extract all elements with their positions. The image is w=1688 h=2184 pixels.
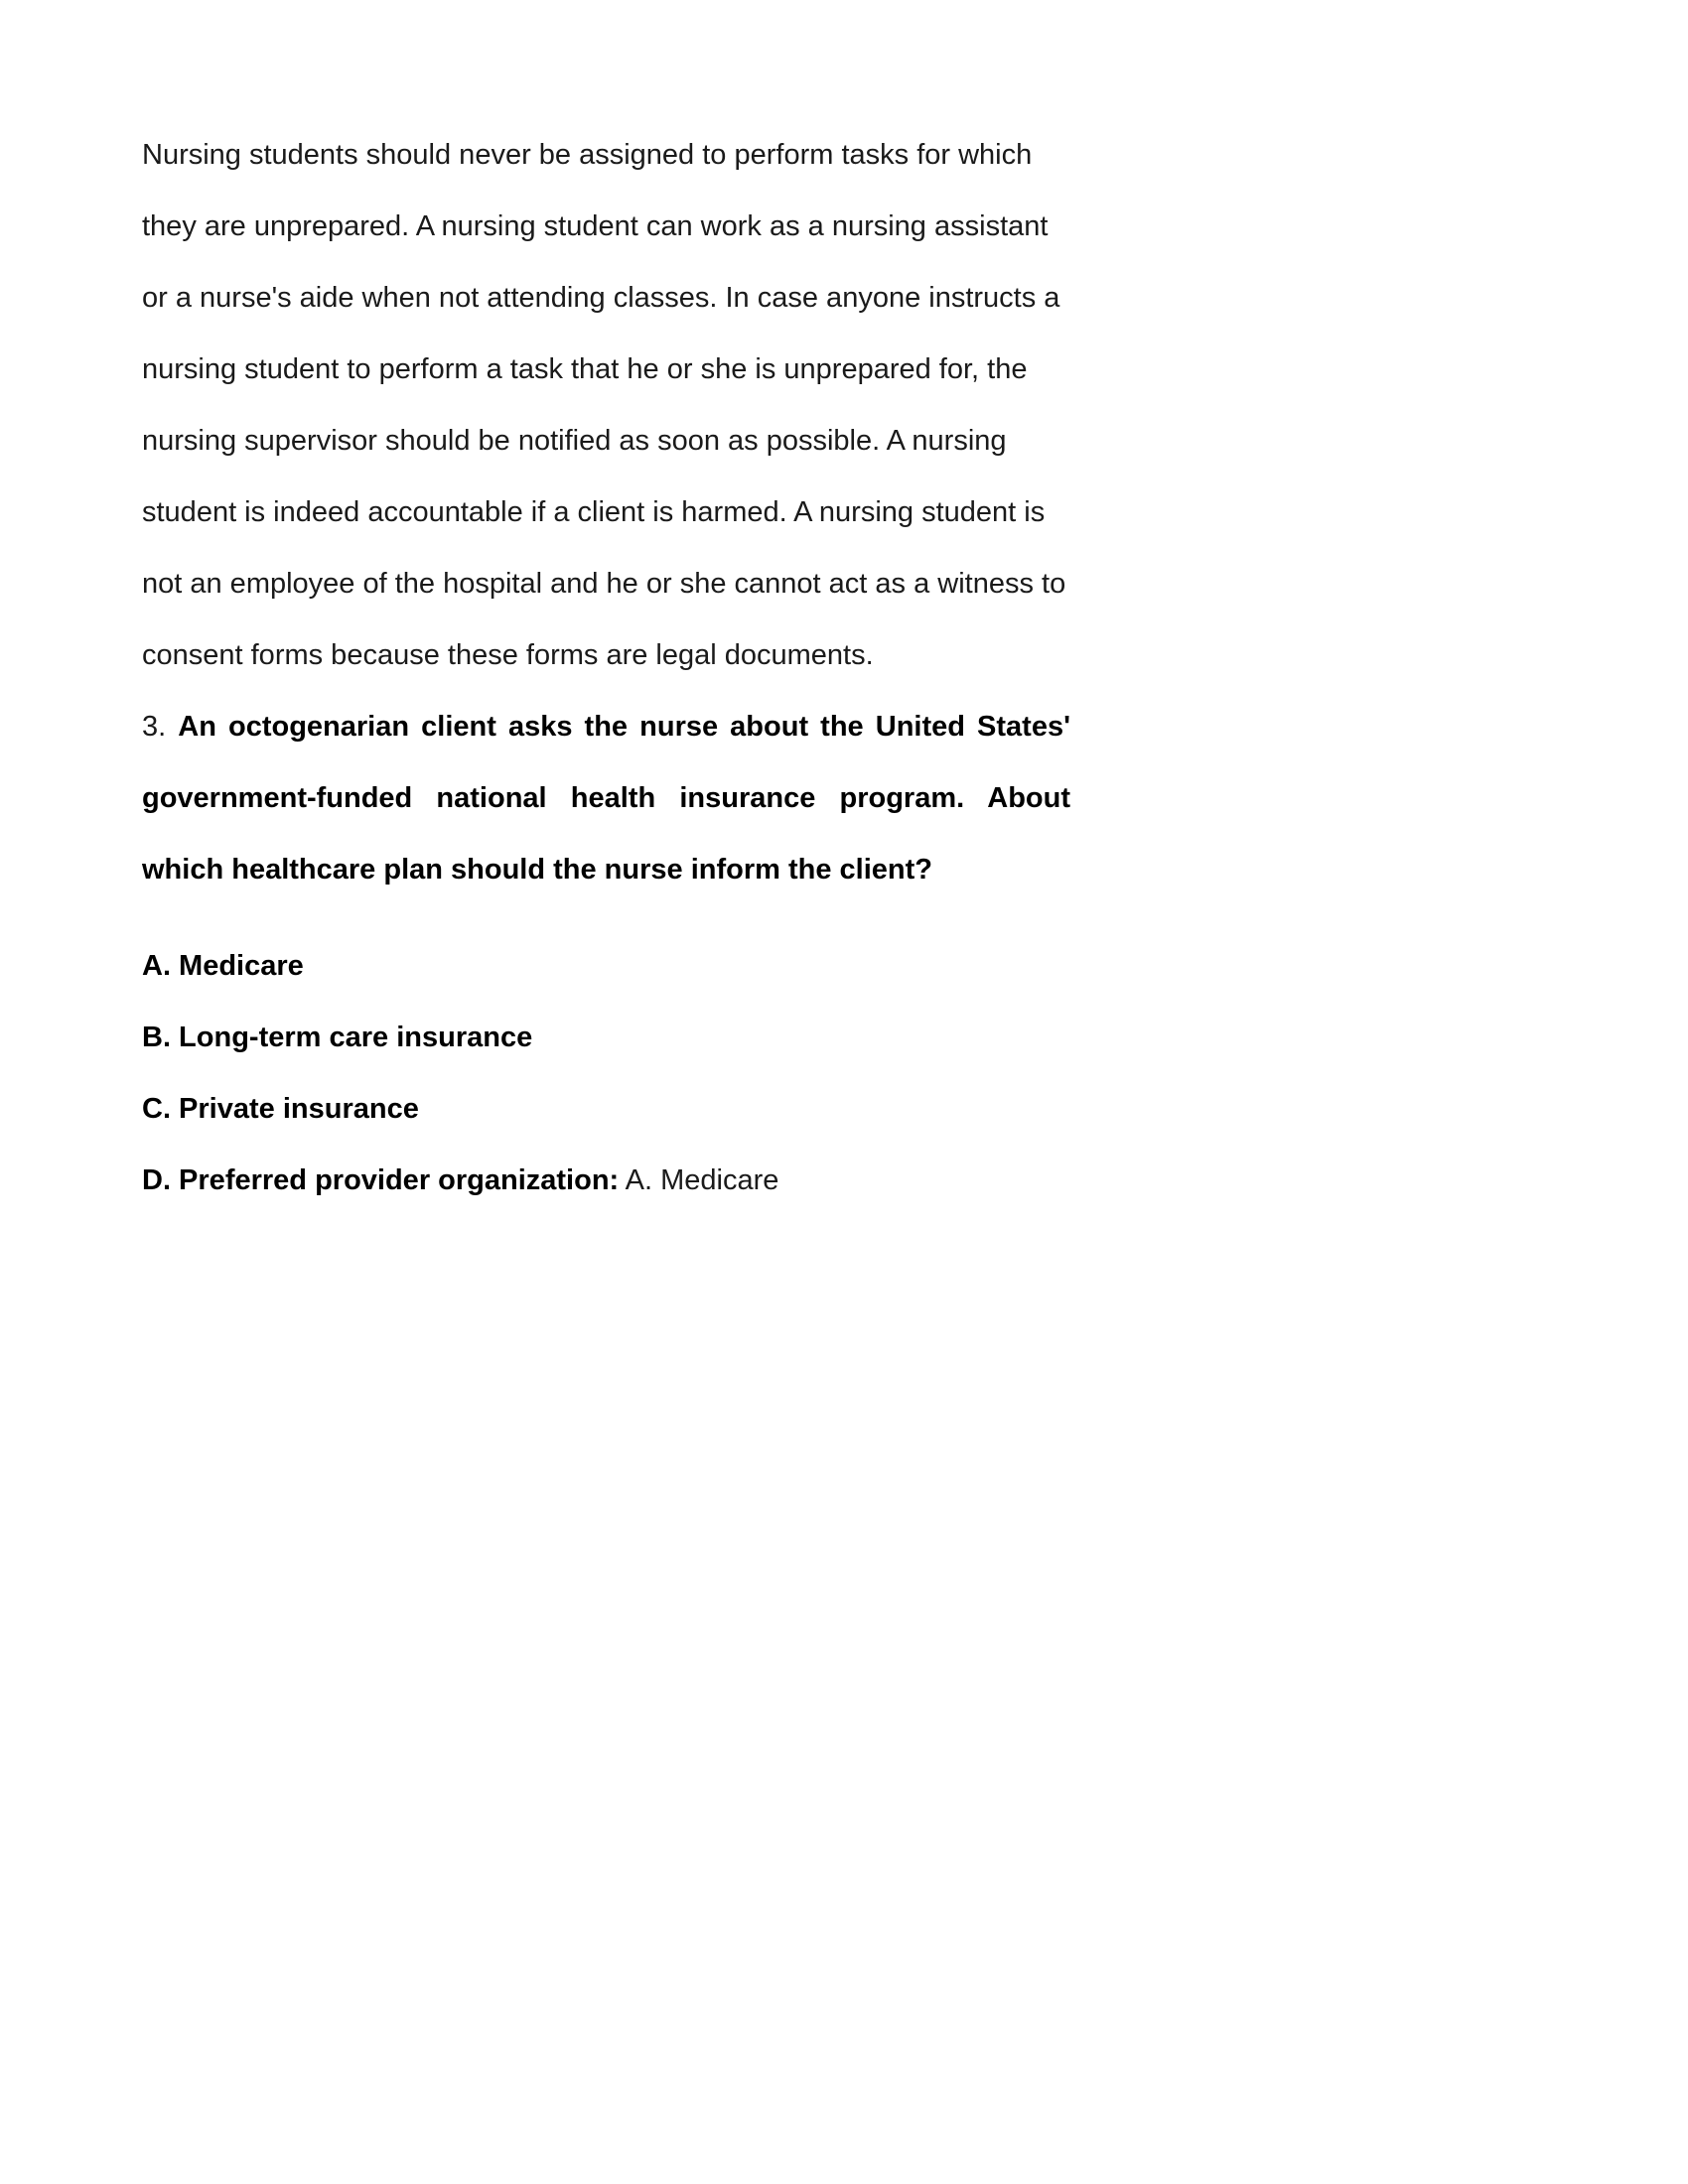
answer-options	[142, 930, 1070, 1216]
rationale-paragraph: Nursing students should never be assigned to perform tasks for which they are unprepared. A nursing student can work as a nursing assistant or a nurse's aide when not attending classes. In case anyone instructs a nursing student to perform a task that he or she is unprepared for, the nursing supervisor should be notified as soon as possible. A nursing student is indeed accountable if a client is harmed. A nursing student is not an employee of the hospital and he or she cannot act as a witness to consent forms because these forms are legal documents.	[142, 139, 1066, 671]
answer-option-c-label: C. Private insurance	[142, 1093, 419, 1125]
document-content	[142, 119, 1070, 1216]
answer-option-d-label: D. Preferred provider organization:	[142, 1164, 620, 1196]
answer-option-d	[142, 1145, 1070, 1216]
answer-option-a	[142, 930, 1070, 1002]
question-number: 3.	[142, 711, 179, 743]
answer-option-d-suffix: A. Medicare	[619, 1164, 779, 1196]
question-3	[142, 691, 1070, 905]
answer-option-b-label: B. Long-term care insurance	[142, 1022, 533, 1053]
answer-option-b	[142, 1002, 1070, 1073]
question-text: An octogenarian client asks the nurse about the United States' government-funded national health insurance program. About which healthcare plan should the nurse inform the client?	[142, 711, 1070, 886]
answer-option-a-label: A. Medicare	[142, 950, 304, 982]
answer-option-c	[142, 1073, 1070, 1145]
